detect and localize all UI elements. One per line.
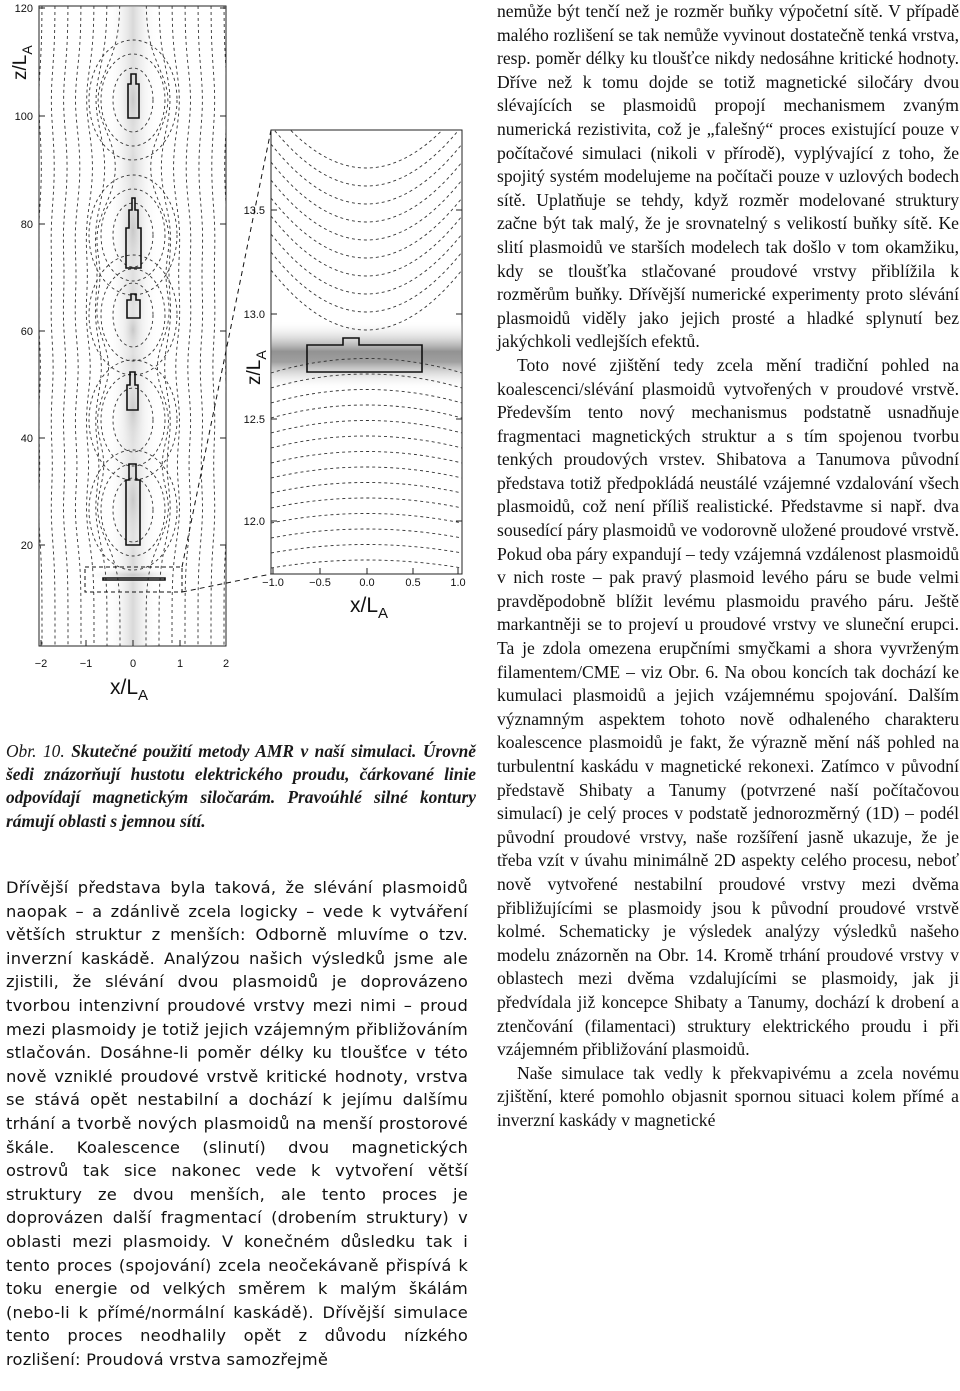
main-ytick-label: 20 — [20, 540, 33, 552]
inset-xtick-label: −1.0 — [262, 577, 284, 589]
right-paragraph-2: Toto nové zjištění tedy zcela mění tradiční pohled na koalescenci/slévání plasmoidů vytvořených v proudové vrstvě. Především tento nový mechanismus podstatně usnadňuje fragmentaci magnetických struktur a s tím spojenou tvorbu tenkých proudových vrstev. Shibatova a Tanumova původní představa totiž předpokládá neustálé vzájemné vzdalování všech plasmoidů, což není příliš realistické. Představme si např. dva sousedící páry plasmoidů ve vodorovně uložené proudové vrstvě. Pokud oba páry expandují – tedy vzájemná vzdálenost plasmoidů v nich roste – pak pravý plasmoid levého páru se bude velmi pravděpodobně blížit levému plasmoidu pravého páru. Ještě markantněji se to projeví u proudové vrstvy ve sluneční erupci. Ta je zdola omezena erupčními smyčkami a shora vyvrženým filamentem/CME – viz Obr. 6. Na obou koncích tak dochází ke kumulaci plasmoidů a jejich vzájemnému spojování. Dalším významným aspektem tohoto nově odhaleného charakteru koalescence plasmoidů je fakt, že výrazně mění náš pohled na turbulentní kaskádu v magnetické rekonexi. Zatímco v původní představě Shibaty a Tanumy (potvrzené naší počítačovou simulací) je celý proces v podstatě jednorozměrný (1D) – podél původní proudové vrstvy, naše rozšíření jasně ukazuje, že je třeba vzít v úvahu minimálně 2D aspekty celého procesu, neboť nově vytvořené nestabilní proudové vrstvy mezi dvěma přibližujícími se plasmoidy jsou k původní proudové vrstvě kolmé. Schematicky je výsledek analýzy výsledků našeho modelu znázorněn na Obr. 14. Kromě trhání proudové vrstvy v oblastech mezi dvěma vzdalujícími se plasmoidy, jak ji předvídala již koncepce Shibaty a Tanumy, dochází k drobení a ztenčování (filamentaci) struktury elektrického proudu i při vzájemném přibližování plasmoidů. — [497, 354, 959, 1060]
main-xtick-label: −2 — [34, 658, 48, 670]
right-paragraph-3: Naše simulace tak vedly k překvapivému a zcela novému zjištění, které pomohlo objasnit spornou situaci kolem přímé a inverzní kaskády v magnetické — [497, 1062, 959, 1130]
main-ytick-label: 40 — [20, 433, 33, 445]
inset-ytick-label: 13.5 — [243, 205, 265, 217]
main-plot — [39, 6, 228, 646]
main-ytick-label: 80 — [20, 219, 33, 231]
inset-xtick-label: 1.0 — [450, 577, 466, 589]
main-xlabel: $x/L_A$ — [110, 676, 149, 700]
inset-ytick-label: 12.5 — [243, 414, 265, 426]
main-xtick-label: 1 — [176, 658, 184, 670]
right-column — [497, 0, 959, 1133]
inset-ylabel: $z/L_A$ — [244, 350, 269, 385]
main-ytick-label: 120 — [14, 3, 33, 15]
main-xtick-label: 2 — [222, 658, 230, 670]
right-paragraph-1: nemůže být tenčí než je rozměr buňky výpočetní sítě. V případě malého rozlišení se tak nemůže vyvinout dostatečně tenká vrstva, resp. poměr délky ku tloušťce nikdy nedosáhne kritické hodnoty. Dříve než k tomu dojde se totiž magnetické siločáry dvou slévajících se plasmoidů propojí mechanismem zvaným numerická rezistivita, což je „falešný“ proces existující pouze v počítačové simulaci (nikoli v přírodě), vyplývající z toho, že spojitý systém modelujeme na počítači pouze v uzlových bodech sítě. Uplatňuje se tehdy, když rozměr modelované struktury začne být tak malý, že je srovnatelný s velikostí buňky sítě. Ke slití plasmoidů ve starších modelech tak došlo v tom okamžiku, kdy se tloušťka stlačované proudové vrstvy přiblížila k rozměrům buňky. Dřívější numerické experimenty proto slévání plasmoidů viděly jako jejich prosté a hladké splynutí bez jakýchkoli vedlejších efektů. — [497, 1, 959, 352]
left-column-paragraph: Dřívější představa byla taková, že slévání plasmoidů naopak – a zdánlivě zcela logicky – vede k vytváření větších struktur z menších: Odborně mluvíme o tzv. inverzní kaskádě. Analýzou našich výsledků jsme ale zjistili, že slévání dvou plasmoidů je doprovázeno tvorbou intenzivní proudové vrstvy mezi nimi – proud mezi plasmoidy je totiž jejich vzájemným přibližováním stlačován. Dosáhne-li poměr délky ku tloušťce v této nově vzniklé proudové vrstvě kritické hodnoty, vrstva se stává opět nestabilní a dochází k jejímu dalšímu trhání a tvorbě nových plasmoidů na menší prostorové škále. Koalescence (slinutí) dvou magnetických ostrovů tak sice nakonec vede k vytvoření větší struktury ze dvou menších, ale tento proces je doprovázen další fragmentací (drobením struktury) v oblasti mezi plasmoidy. V konečném důsledku tak i tento proces (spojování) zcela neočekávaně přispívá k toku energie od velkých směrem k malým škálám (nebo-li k přímé/normální kaskádě). Dřívější simulace tento proces neodhalily opět z důvodu nízkého rozlišení: Proudová vrstva samozřejmě — [6, 878, 468, 1369]
inset-xlabel: $x/L_A$ — [350, 594, 389, 622]
inset-plot — [271, 108, 462, 574]
main-xtick-label: 0 — [129, 658, 137, 670]
main-xtick-label: −1 — [79, 658, 93, 670]
caption-label: Obr. 10. — [6, 741, 65, 761]
main-ylabel: $z/L_A$ — [10, 45, 35, 80]
inset-ytick-label: 13.0 — [243, 309, 265, 321]
figure-caption — [6, 740, 476, 833]
inset-xtick-label: 0.0 — [359, 577, 375, 589]
main-ytick-label: 100 — [14, 111, 33, 123]
inset-xtick-label: −0.5 — [309, 577, 331, 589]
main-ytick-label: 60 — [20, 326, 33, 338]
inset-ytick-label: 12.0 — [243, 516, 265, 528]
inset-xtick-label: 0.5 — [405, 577, 421, 589]
simulation-figure — [0, 0, 480, 700]
caption-text: Skutečné použití metody AMR v naší simulaci. Úrovně šedi znázorňují hustotu elektrického proudu, čárkované linie odpovídají magnetickým siločarám. Pravoúhlé silné kontury rámují oblasti s jemnou sítí. — [6, 741, 476, 831]
